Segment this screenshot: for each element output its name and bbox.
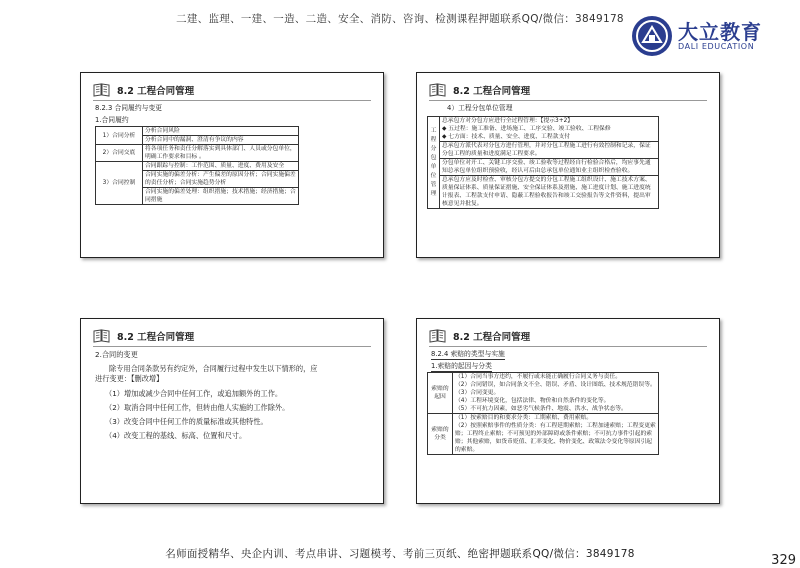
subcontractor-management-table	[427, 116, 659, 209]
cell-line: ◆ 五过程：施工准备、进场施工、工序交验、竣工验收、工程保修	[442, 126, 611, 132]
slide-contract-change	[80, 318, 384, 504]
table-cell: 分析合同中的漏洞、澄清有争议的内容	[143, 136, 299, 145]
table-cell: 总承包方应及时检查、审核分包方提交的分包工程施工组织设计、施工技术方案、质量保证体系、质量保证措施、安全保证体系及措施、施工进度计划、施工进度统计报表、工程款支付申请、隐蔽工程验收报告和竣工交验报告等文件资料，提出审核意见并批复。	[440, 176, 659, 209]
table-row	[96, 162, 299, 171]
point-heading: 1.合同履约	[95, 116, 129, 124]
list-item: （3）改变合同中任何工作的质量标准或其他特性。	[105, 417, 268, 426]
table-cell: 将各项任务和责任分解落实到具体部门、人员或分包单位，明确工作要求和目标 。	[143, 145, 299, 162]
table-row	[428, 176, 659, 209]
list-item: （4）改变工程的基线、标高、位置和尺寸。	[105, 431, 247, 440]
table-cell: （1）按索赔目的和要求分类：工期索赔、费用索赔。 （2）按照索赔事件的性质分类：有工程延期索赔；工程加速索赔；工程变更索赔；工程终止索赔；不可预见的外部障碍或条件索赔；不可抗力事件引起的索赔；其他索赔，如货币贬值、汇率变化、物价变化、政策法令变化等原因引起的索赔。	[453, 414, 659, 455]
logo-chinese-name: 大立教育	[678, 20, 762, 44]
slide-title-text: 8.2 工程合同管理	[117, 332, 195, 343]
table-row	[428, 117, 659, 142]
table-cell	[440, 117, 659, 142]
table-cell: 合同实施的偏差处理：组织措施；技术措施；经济措施；合同措施	[143, 188, 299, 205]
slide-subcontractor-management	[416, 72, 720, 258]
section-heading-text: 8.2.4 索赔的类型与实施	[431, 350, 505, 358]
cell-line: 总承包方对分包方应进行全过程管理：【提示3+2】	[442, 118, 574, 124]
slide-claims	[416, 318, 720, 504]
table-cell: 合同实施的偏差分析：产生偏差的原因分析；合同实施偏差的责任分析；合同实施趋势分析	[143, 171, 299, 188]
row-label: 工程分包单位管理	[428, 117, 440, 209]
logo-emblem-icon	[632, 16, 672, 56]
point-heading-text: 1.索赔的起因与分类	[431, 362, 492, 370]
slide-title-text: 8.2 工程合同管理	[453, 86, 531, 97]
row-label: 2）合同交底	[96, 145, 143, 162]
point-heading: 4）工程分包单位管理	[447, 104, 513, 112]
table-cell: 总承包方派代表对分包方进行管理，并对分包工程施工进行有效控制和记录，保证分包工程的质量和进度满足工程要求。	[440, 142, 659, 159]
table-row	[428, 142, 659, 159]
row-label: 索赔的起因	[428, 373, 453, 414]
intro-paragraph: 除专用合同条款另有约定外，合同履行过程中发生以下情形的，应进行变更：【删改增】	[95, 364, 318, 383]
point-heading: 2.合同的变更	[95, 350, 138, 359]
slide-title-text: 8.2 工程合同管理	[453, 332, 531, 343]
page-header: 二建、监理、一建、一造、二造、安全、消防、咨询、检测课程押题联系QQ/微信：3849178	[176, 13, 624, 25]
point-heading	[431, 362, 492, 372]
page-number: 329	[771, 553, 796, 568]
page-footer: 名师面授精华、央企内训、考点串讲、习题模考、考前三页纸、绝密押题联系QQ/微信：3849178	[165, 548, 635, 560]
list-item: （1）增加或减少合同中任何工作，或追加额外的工作。	[105, 389, 283, 398]
table-row	[428, 373, 659, 414]
row-label: 1）合同分析	[96, 127, 143, 145]
contract-performance-table	[95, 126, 299, 205]
brand-logo	[632, 14, 782, 60]
table-cell: （1）合同当事方违约，不履行或未能正确履行合同义务与责任。 （2）合同错误，如合同条文不全、错误、矛盾、设计图纸、技术规范错误等。 （3）合同变更。 （4）工程环境变化，包括法律、物价和自然条件的变化等。 （5）不可抗力因素，如恶劣气候条件、地震、洪水、战争状态等。	[453, 373, 659, 414]
title-divider	[429, 346, 707, 347]
title-divider	[93, 346, 371, 347]
cell-line: ◆ 七方面：技术、质量、安全、进度、工程款支付	[442, 134, 571, 140]
claims-table	[427, 372, 659, 455]
section-heading: 8.2.3 合同履约与变更	[95, 104, 163, 112]
slide-title-text: 8.2 工程合同管理	[117, 86, 195, 97]
list-item: （2）取消合同中任何工作，但转由他人实施的工作除外。	[105, 403, 290, 412]
table-row	[428, 414, 659, 455]
table-row	[96, 127, 299, 136]
section-heading	[431, 350, 505, 360]
row-label: 3）合同控制	[96, 162, 143, 205]
table-cell: 合同跟踪与控制：工作范围、质量、进度、费用及安全	[143, 162, 299, 171]
open-book-icon	[93, 328, 110, 343]
table-row	[428, 159, 659, 176]
logo-english-name: DALI EDUCATION	[678, 42, 755, 51]
row-label: 索赔的分类	[428, 414, 453, 455]
table-cell: 分包单位对开工、关键工序交验、竣工验收等过程经自行检验合格后，均应事先通知总承包单位组织预验收，经认可后由总承包单位通知业主组织检查验收。	[440, 159, 659, 176]
table-row	[96, 145, 299, 162]
title-divider	[429, 100, 707, 101]
open-book-icon	[429, 82, 446, 97]
title-divider	[93, 100, 371, 101]
open-book-icon	[93, 82, 110, 97]
slide-contract-performance	[80, 72, 384, 258]
open-book-icon	[429, 328, 446, 343]
table-cell: 分析合同风险	[143, 127, 299, 136]
